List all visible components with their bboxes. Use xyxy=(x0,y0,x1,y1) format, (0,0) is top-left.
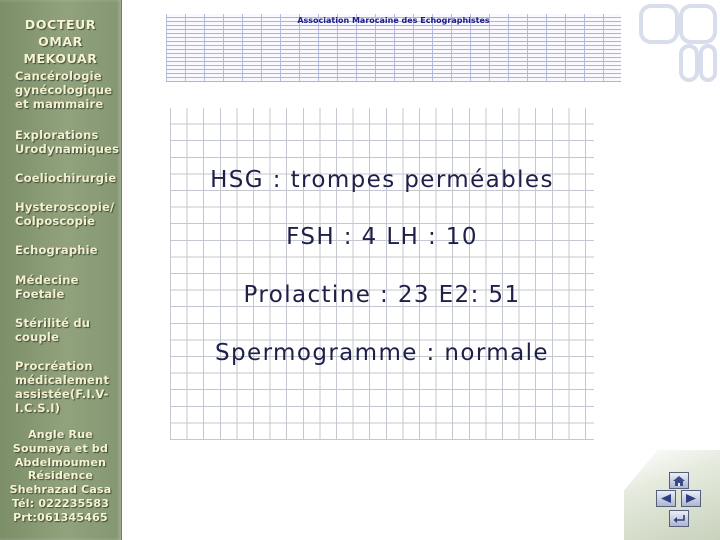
sidebar-item-coeliochirurgie[interactable]: Coeliochirurgie xyxy=(15,171,117,185)
sidebar-item-cancerologie[interactable]: Cancérologie gynécologique et mammaire xyxy=(15,69,113,111)
sidebar xyxy=(0,0,122,540)
doctor-name: DOCTEUR OMAR MEKOUAR xyxy=(23,17,98,66)
logo-icon xyxy=(637,2,719,82)
sidebar-item-echographie[interactable]: Echographie xyxy=(15,243,98,257)
next-button[interactable] xyxy=(681,490,701,507)
sidebar-item-explorations[interactable]: Explorations Urodynamiques xyxy=(15,128,120,156)
content-line-prolactine: Prolactine : 23 E2: 51 xyxy=(243,282,521,308)
content-line-fsh-lh: FSH : 4 LH : 10 xyxy=(286,224,478,250)
previous-button[interactable] xyxy=(656,490,676,507)
address: Angle Rue Soumaya et bd Abdelmoumen Résidence Shehrazad Casa Tél: 022235583 Prt:061345465 xyxy=(9,428,112,524)
return-button[interactable] xyxy=(669,510,689,527)
sidebar-item-medecine-foetale[interactable]: Médecine Foetale xyxy=(15,273,79,301)
content-line-hsg: HSG : trompes perméables xyxy=(210,167,554,193)
return-icon xyxy=(672,513,686,524)
association-title: Association Marocaine des Echographistes xyxy=(297,16,490,25)
content-grid xyxy=(170,108,594,440)
arrow-left-icon xyxy=(660,493,672,504)
home-button[interactable] xyxy=(669,472,689,489)
content-line-spermogramme: Spermogramme : normale xyxy=(215,340,549,366)
sidebar-item-hysteroscopie[interactable]: Hysteroscopie/ Colposcopie xyxy=(15,200,115,228)
arrow-right-icon xyxy=(685,493,697,504)
sidebar-item-sterilite[interactable]: Stérilité du couple xyxy=(15,316,91,344)
home-icon xyxy=(672,475,686,487)
sidebar-item-procreation[interactable]: Procréation médicalement assistée(F.I.V- I.C.S.I) xyxy=(15,359,110,415)
